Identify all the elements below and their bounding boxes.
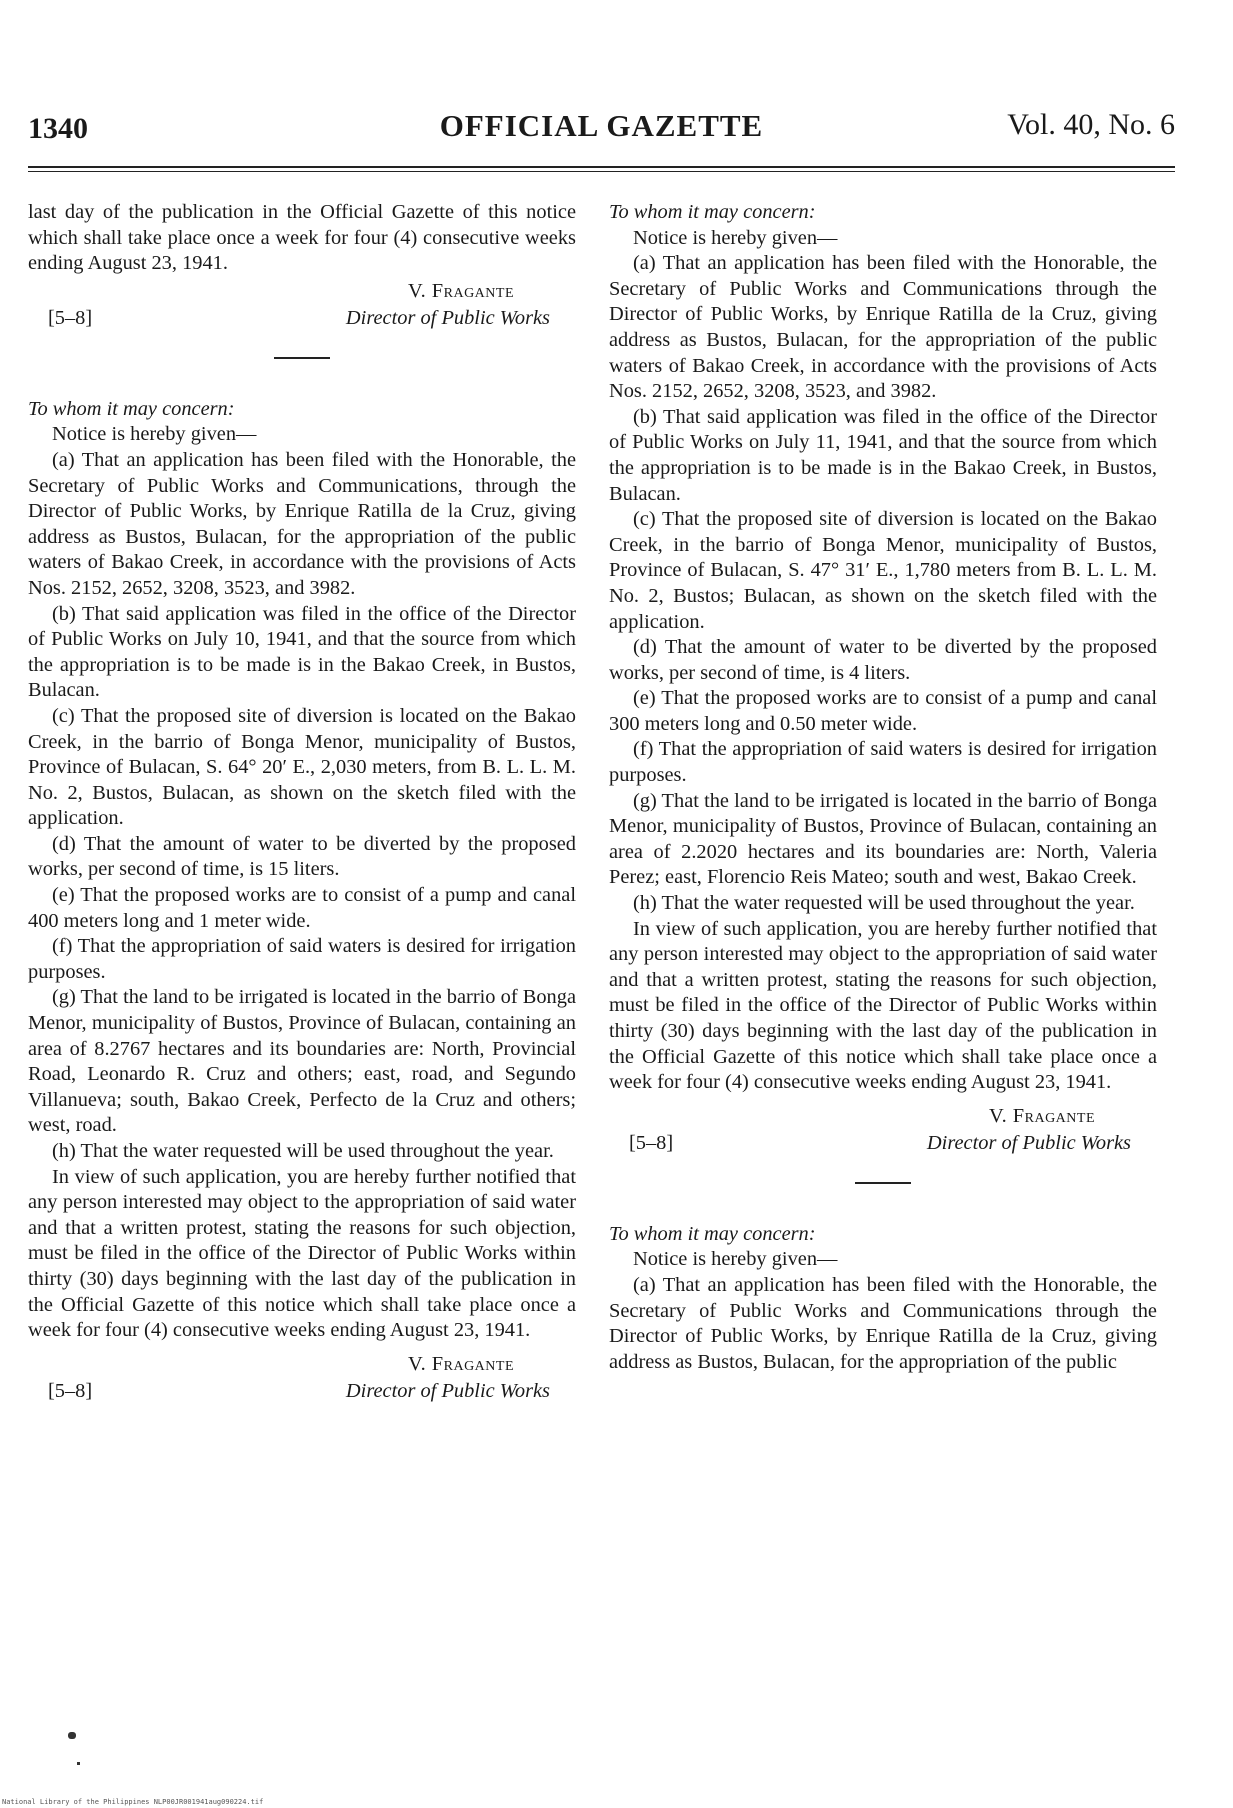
gazette-title: OFFICIAL GAZETTE <box>439 108 764 143</box>
header-rule <box>28 166 1175 168</box>
signatory-name: V. Fragante <box>988 1104 1095 1127</box>
notice-paragraph: In view of such application, you are hereby further notified that any person interested may object to the appropriation of said water and that a written protest, stating the reasons for such objection, must be filed in the office of the Director of Public Works within thirty (30) days beginning with the last day of the publication in the Official Gazette of this notice which shall take place once a week for four (4) consecutive weeks ending August 23, 1941. <box>28 1165 576 1342</box>
notice-paragraph: (f) That the appropriation of said waters is desired for irrigation purposes. <box>609 738 1157 787</box>
signatory-title: Director of Public Works <box>345 1379 550 1402</box>
notice-paragraph: (g) That the land to be irrigated is located in the barrio of Bonga Menor, municipality of Bustos, Province of Bulacan, containing an area of 8.2767 hectares and its boundaries are: North, Provincial Road, Leonardo R. Cruz and others; east, road, and Segundo Villanueva; south, Bakao Creek, Perfecto de la Cruz and others; west, road. <box>28 986 576 1137</box>
notice-salutation: To whom it may concern: <box>28 397 235 420</box>
header-rule-thin <box>28 171 1175 172</box>
notice-given: Notice is hereby given— <box>52 423 257 446</box>
notice-paragraph: (g) That the land to be irrigated is located in the barrio of Bonga Menor, municipality of Bustos, Province of Bulacan, containing an area of 2.2020 hectares and its boundaries are: North, Valeria Perez; east, Florencio Reis Mateo; south and west, Bakao Creek. <box>609 789 1157 889</box>
notice-paragraph: In view of such application, you are hereby further notified that any person interested may object to the appropriation of said water and that a written protest, stating the reasons for such objection, must be filed in the office of the Director of Public Works within thirty (30) days beginning with the last day of the publication in the Official Gazette of this notice which shall take place once a week for four (4) consecutive weeks ending August 23, 1941. <box>609 917 1157 1094</box>
signatory-name: V. Fragante <box>407 279 514 302</box>
notice-paragraph: (a) That an application has been filed with the Honorable, the Secretary of Public Works and Communications, through the Director of Public Works, by Enrique Ratilla de la Cruz, giving address as Bustos, Bulacan, for the appropriation of the public waters of Bakao Creek, in accordance with the provisions of Acts Nos. 2152, 2652, 3208, 3523, and 3982. <box>28 448 576 599</box>
notice-paragraph: (f) That the appropriation of said waters is desired for irrigation purposes. <box>28 935 576 983</box>
page-header <box>28 108 1175 162</box>
notice-given: Notice is hereby given— <box>633 226 838 249</box>
notice-paragraph: (b) That said application was filed in the office of the Director of Public Works on July 11, 1941, and that the source from which the appropriation is to be made is in the Bakao Creek, in Bustos, Bulacan. <box>609 405 1157 505</box>
notice-salutation: To whom it may concern: <box>609 1222 816 1245</box>
notice-paragraph: (d) That the amount of water to be diverted by the proposed works, per second of time, is 15 liters. <box>28 832 576 881</box>
section-divider <box>855 1182 911 1184</box>
notice-paragraph: (h) That the water requested will be used throughout the year. <box>633 892 1135 915</box>
signatory-title: Director of Public Works <box>345 306 550 329</box>
notice-paragraph: (b) That said application was filed in the office of the Director of Public Works on July 10, 1941, and that the source from which the appropriation is to be made is in the Bakao Creek, in Bustos, Bulacan. <box>28 602 576 702</box>
continued-text: last day of the publication in the Official Gazette of this notice which shall take place once a week for four (4) consecutive weeks ending August 23, 1941. <box>28 201 576 275</box>
scan-footer: National Library of the Philippines NLP00JR001941aug090224.tif <box>2 1798 264 1806</box>
signature-block <box>609 1104 1157 1162</box>
reference-number: [5–8] <box>48 1379 93 1402</box>
ink-mark <box>68 1732 76 1739</box>
page-number: 1340 <box>28 112 88 145</box>
ink-mark <box>77 1762 80 1765</box>
section-divider <box>274 357 330 359</box>
signatory-name: V. Fragante <box>407 1352 514 1375</box>
notice-paragraph: (e) That the proposed works are to consist of a pump and canal 300 meters long and 0.50 meter wide. <box>609 687 1157 735</box>
notice-paragraph: (c) That the proposed site of diversion is located on the Bakao Creek, in the barrio of Bonga Menor, municipality of Bustos, Province of Bulacan, S. 47° 31′ E., 1,780 meters from B. L. L. M. No. 2, Bustos; Bulacan, as shown on the sketch filed with the application. <box>609 508 1157 633</box>
notice-paragraph: (e) That the proposed works are to consist of a pump and canal 400 meters long and 1 meter wide. <box>28 884 576 932</box>
notice-paragraph: (a) That an application has been filed with the Honorable, the Secretary of Public Works and Communications through the Director of Public Works, by Enrique Ratilla de la Cruz, giving address as Bustos, Bulacan, for the appropriation of the public waters of Bakao Creek, in accordance with the provisions of Acts Nos. 2152, 2652, 3208, 3523, and 3982. <box>609 252 1157 403</box>
reference-number: [5–8] <box>48 306 93 329</box>
right-column <box>609 200 1157 1375</box>
reference-number: [5–8] <box>629 1131 674 1154</box>
notice-paragraph: (a) That an application has been filed with the Honorable, the Secretary of Public Works and Communications through the Director of Public Works, by Enrique Ratilla de la Cruz, giving address as Bustos, Bulacan, for the appropriation of the public <box>609 1273 1157 1373</box>
signature-block <box>28 1352 576 1410</box>
notice-paragraph: (d) That the amount of water to be diverted by the proposed works, per second of time, is 4 liters. <box>609 636 1157 684</box>
notice-given: Notice is hereby given— <box>633 1248 838 1271</box>
left-column <box>28 200 576 1410</box>
notice-salutation: To whom it may concern: <box>609 201 816 223</box>
volume-number: Vol. 40, No. 6 <box>1007 108 1175 141</box>
signatory-title: Director of Public Works <box>926 1131 1131 1154</box>
signature-block <box>28 279 576 337</box>
notice-paragraph: (h) That the water requested will be used throughout the year. <box>52 1140 554 1162</box>
notice-paragraph: (c) That the proposed site of diversion is located on the Bakao Creek, in the barrio of Bonga Menor, municipality of Bustos, Province of Bulacan, S. 64° 20′ E., 2,030 meters, from B. L. L. M. No. 2, Bustos, Bulacan, as shown on the sketch filed with the application. <box>28 704 576 830</box>
